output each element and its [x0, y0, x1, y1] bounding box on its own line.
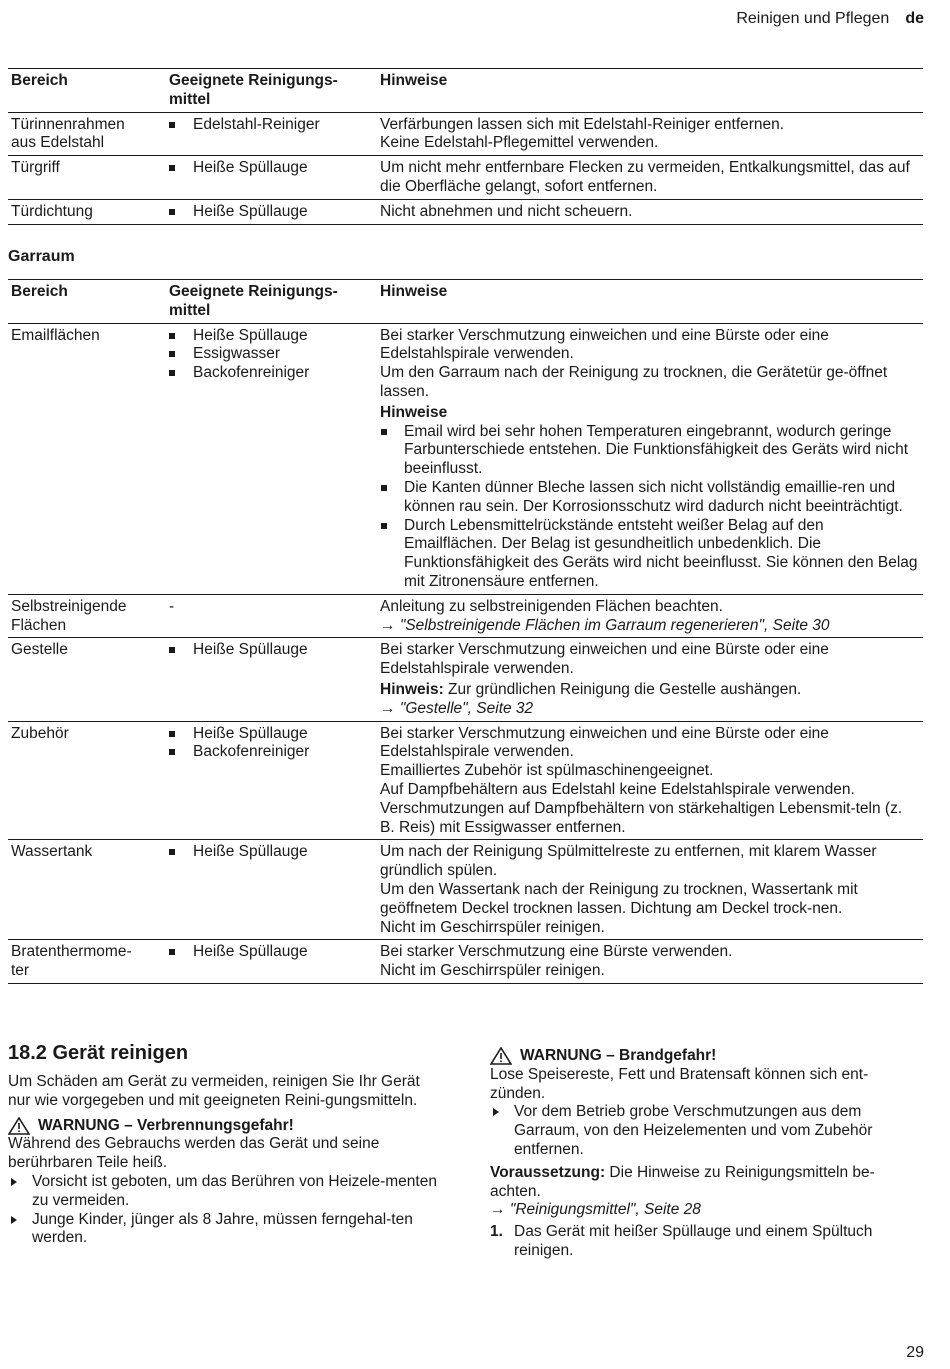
notes-subheading: Hinweise	[380, 403, 448, 421]
bullet-square-icon	[381, 485, 387, 491]
bullet-square-icon	[169, 333, 175, 339]
section-heading: 18.2 Gerät reinigen	[8, 1042, 189, 1064]
row-notes: Bei starker Verschmutzung eine Bürste verwenden. Nicht im Geschirrspüler reinigen.	[377, 940, 923, 984]
bullet-square-icon	[169, 122, 175, 128]
list-item: Durch Lebensmittelrückstände entsteht weißer Belag auf den Emailflächen. Der Belag ist gesundheitlich unbedenklich. Die Funktionsfähigkeit des Geräts wird nicht beeinflusst. Sie können den Belag mit Zitronensäure entfernen.	[380, 517, 920, 592]
triangle-bullet-icon	[493, 1108, 499, 1116]
table-header-row	[8, 69, 923, 113]
list-item: Vor dem Betrieb grobe Verschmutzungen aus dem Garraum, von den Heizelementen und vom Zubehör entfernen.	[490, 1103, 920, 1159]
bullet-square-icon	[381, 429, 387, 435]
header-section: Reinigen und Pflegen	[736, 10, 890, 27]
row-notes: Um nach der Reinigung Spülmittelreste zu entfernen, mit klarem Wasser gründlich spülen. Um den Wassertank nach der Reinigung zu trocknen, Wassertank mit geöffnetem Deckel trocknen lassen. Dichtung am Deckel trock-nen. Nicht im Geschirrspüler reinigen.	[377, 840, 923, 940]
row-agents: -	[166, 594, 377, 638]
section-left-column	[8, 1041, 438, 1248]
row-area: Gestelle	[8, 638, 166, 721]
warning-triangle-icon	[8, 1117, 30, 1135]
col-header-area: Bereich	[8, 69, 166, 113]
row-area: Wassertank	[8, 840, 166, 940]
list-item: Heiße Spüllauge	[169, 203, 374, 222]
row-notes: Bei starker Verschmutzung einweichen und eine Bürste oder eine Edelstahlspirale verwenden. Emailliertes Zubehör ist spülmaschinengeeignet. Auf Dampfbehältern aus Edelstahl keine Edelstahlspirale verwenden. Verschmutzungen auf Dampfbehältern von stärkehaltigen Lebensmit-teln (z. B. Reis) mit Essigwasser entfernen.	[377, 721, 923, 840]
bullet-square-icon	[381, 523, 387, 529]
list-item: Essigwasser	[169, 345, 374, 364]
list-item: Backofenreiniger	[169, 364, 374, 383]
section-intro: Um Schäden am Gerät zu vermeiden, reinigen Sie Ihr Gerät nur wie vorgegeben und mit geeigneten Reini-gungsmitteln.	[8, 1073, 420, 1109]
table-row	[8, 638, 923, 721]
list-item: Heiße Spüllauge	[169, 725, 374, 744]
row-notes: Nicht abnehmen und nicht scheuern.	[377, 199, 923, 224]
garraum-table	[8, 279, 923, 984]
bullet-square-icon	[169, 731, 175, 737]
list-item: Edelstahl-Reiniger	[169, 116, 374, 135]
triangle-bullet-icon	[11, 1216, 17, 1224]
row-area: Emailflächen	[8, 323, 166, 594]
cross-reference-link[interactable]: → "Selbstreinigende Flächen im Garraum regenerieren", Seite 30	[380, 616, 830, 634]
list-item: Heiße Spüllauge	[169, 159, 374, 178]
cross-reference-link[interactable]: → "Gestelle", Seite 32	[380, 699, 534, 717]
row-agents	[166, 638, 377, 721]
row-area: Zubehör	[8, 721, 166, 840]
page-number: 29	[906, 1344, 924, 1362]
table-header-row	[8, 280, 923, 324]
table-row	[8, 199, 923, 224]
list-item: Die Kanten dünner Bleche lassen sich nicht vollständig emaillie-ren und können rau sein. Der Korrosionsschutz wird dadurch nicht beeinträchtigt.	[380, 479, 920, 517]
cross-reference-link[interactable]: → "Reinigungsmittel", Seite 28	[490, 1201, 701, 1219]
door-cleaning-table	[8, 68, 923, 225]
page-header	[736, 10, 924, 29]
step-item: 1. Das Gerät mit heißer Spüllauge und einem Spültuch reinigen.	[490, 1223, 873, 1259]
bullet-square-icon	[169, 749, 175, 755]
list-item: Vorsicht ist geboten, um das Berühren von Heizele-menten zu vermeiden.	[8, 1173, 438, 1211]
row-area: Türdichtung	[8, 199, 166, 224]
table-row	[8, 840, 923, 940]
list-item: Backofenreiniger	[169, 743, 374, 762]
row-agents	[166, 199, 377, 224]
col-header-notes: Hinweise	[377, 69, 923, 113]
col-header-agent: Geeignete Reinigungs- mittel	[166, 69, 377, 113]
garraum-title: Garraum	[8, 248, 75, 265]
warning-burn: WARNUNG – Verbrennungsgefahr!	[8, 1117, 438, 1136]
row-area: Bratenthermome- ter	[8, 940, 166, 984]
list-item: Junge Kinder, jünger als 8 Jahre, müssen ferngehal-ten werden.	[8, 1211, 438, 1249]
list-item: Email wird bei sehr hohen Temperaturen eingebrannt, wodurch geringe Farbunterschiede entstehen. Die Funktionsfähigkeit des Geräts wird nicht beeinflusst.	[380, 423, 920, 479]
bullet-square-icon	[169, 647, 175, 653]
list-item: Heiße Spüllauge	[169, 327, 374, 346]
table-row	[8, 156, 923, 200]
section-right-column	[490, 1041, 920, 1261]
table-row	[8, 112, 923, 156]
table-row	[8, 721, 923, 840]
bullet-square-icon	[169, 370, 175, 376]
row-notes: Verfärbungen lassen sich mit Edelstahl-Reiniger entfernen. Keine Edelstahl-Pflegemittel verwenden.	[377, 112, 923, 156]
row-agents	[166, 323, 377, 594]
triangle-bullet-icon	[11, 1178, 17, 1186]
row-agents	[166, 840, 377, 940]
row-notes: Um nicht mehr entfernbare Flecken zu vermeiden, Entkalkungsmittel, das auf die Oberfläche gelangt, sofort entfernen.	[377, 156, 923, 200]
table-row	[8, 940, 923, 984]
warning-fire-text: Lose Speisereste, Fett und Bratensaft können sich ent-zünden.	[490, 1065, 869, 1102]
bullet-square-icon	[169, 351, 175, 357]
warning-burn-text: Während des Gebrauchs werden das Gerät und seine berührbaren Teile heiß.	[8, 1135, 380, 1172]
arrow-right-icon: →	[490, 1201, 506, 1219]
bullet-square-icon	[169, 165, 175, 171]
row-notes: Anleitung zu selbstreinigenden Flächen beachten. → "Selbstreinigende Flächen im Garraum regenerieren", Seite 30	[377, 594, 923, 638]
row-area: Selbstreinigende Flächen	[8, 594, 166, 638]
list-item: Heiße Spüllauge	[169, 943, 374, 962]
col-header-notes: Hinweise	[377, 280, 923, 324]
row-area: Türinnenrahmen aus Edelstahl	[8, 112, 166, 156]
arrow-right-icon: →	[380, 699, 396, 717]
row-agents	[166, 156, 377, 200]
row-notes: Bei starker Verschmutzung einweichen und eine Bürste oder eine Edelstahlspirale verwenden. Hinweis: Zur gründlichen Reinigung die Gestelle aushängen. → "Gestelle", Seite 32	[377, 638, 923, 721]
row-agents	[166, 112, 377, 156]
bullet-square-icon	[169, 949, 175, 955]
row-area: Türgriff	[8, 156, 166, 200]
arrow-right-icon: →	[380, 616, 396, 634]
warning-triangle-icon	[490, 1047, 512, 1065]
col-header-area: Bereich	[8, 280, 166, 324]
header-lang: de	[905, 10, 924, 27]
col-header-agent: Geeignete Reinigungs- mittel	[166, 280, 377, 324]
table-row	[8, 594, 923, 638]
bullet-square-icon	[169, 849, 175, 855]
bullet-square-icon	[169, 209, 175, 215]
row-agents	[166, 721, 377, 840]
warning-fire: WARNUNG – Brandgefahr!	[490, 1047, 920, 1066]
list-item: Heiße Spüllauge	[169, 843, 374, 862]
row-notes: Bei starker Verschmutzung einweichen und eine Bürste oder eine Edelstahlspirale verwenden. Um den Garraum nach der Reinigung zu trocknen, die Gerätetür ge-öffnet lassen. Hinweise Email wird bei sehr hohen Temperaturen eingebrannt, wodurch geringe Farbunterschiede entstehen. Die Funktionsfähigkeit des Geräts wird nicht beeinflusst. Die Kanten dünner Bleche lassen sich nicht vollständig emaillie-ren und können rau sein. Der Korrosionsschutz wird dadurch nicht beeinträchtigt. Durch Lebensmittelrückstände entsteht weißer Belag auf den Emailflächen. Der Belag ist gesundheitlich unbedenklich. Die Funktionsfähigkeit des Geräts wird nicht beeinflusst. Sie können den Belag mit Zitronensäure entfernen.	[377, 323, 923, 594]
row-agents	[166, 940, 377, 984]
table-row	[8, 323, 923, 594]
list-item: Heiße Spüllauge	[169, 641, 374, 660]
prerequisite: Voraussetzung: Die Hinweise zu Reinigungsmitteln be-achten.	[490, 1163, 875, 1200]
